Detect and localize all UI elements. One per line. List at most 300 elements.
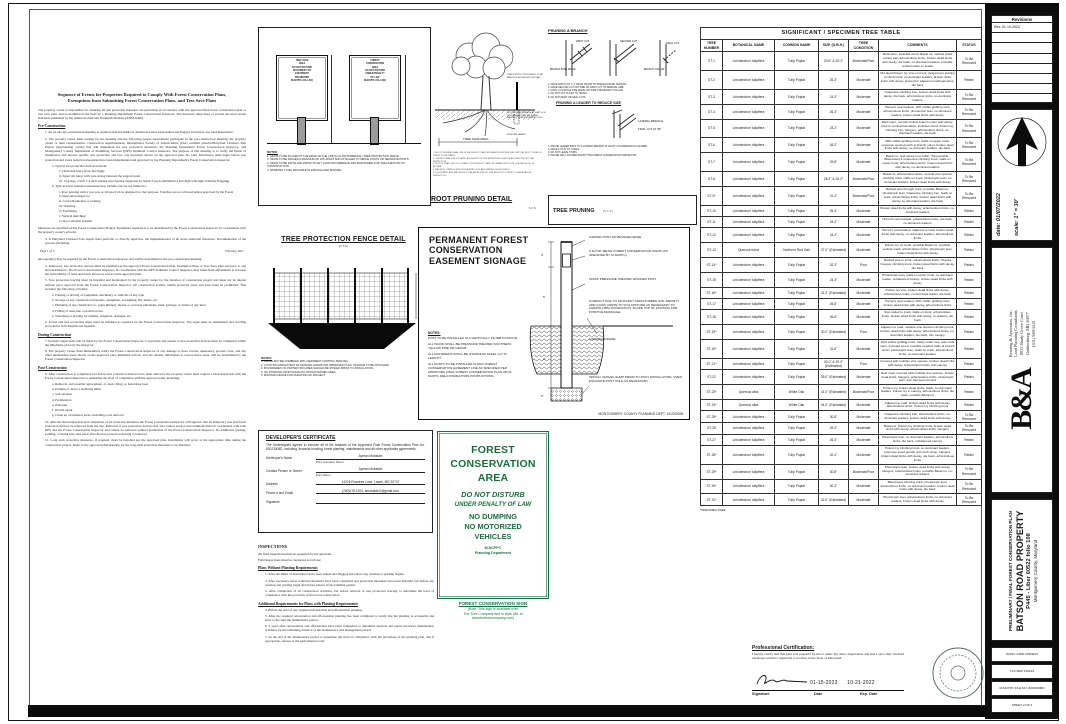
pruning-notes [548,83,689,99]
table-row [701,243,982,258]
table-row [701,479,982,494]
svg-text:5': 5' [543,295,546,299]
table-cell: Tulip Poplar [775,273,819,288]
text-block: iii. 14 gauge, 2 inch x 4 inch welded wire fencing supported by metal T posts (minimum 4 feet high with high visibility flagging) [59,179,230,184]
list-item: (301) 948-5241 [1030,320,1036,348]
firm-logo: B&A [1005,369,1038,430]
table-cell: Retain [957,258,982,273]
table-cell: 32.3" [819,258,849,273]
table-cell: Liriodendron tulipifera [723,273,775,288]
table-cell: Moderate [849,138,879,153]
table-cell: 26.3" [819,434,849,445]
table-cell: Liriodendron tulipifera [723,464,775,479]
table-cell: Liriodendron tulipifera [723,205,775,216]
table-cell: Liriodendron tulipifera [723,89,775,104]
column-header: SIZE (D.B.H.) [819,39,849,51]
table-cell: Phototropic lean, Galls on upper trunk, co-dominant leader, unbalanced canopy, broken dead limbs with decay [879,273,957,288]
text-block: d. Fertilization [52,397,72,402]
table-cell: Moderate [849,423,879,435]
fence-drawing-icon [264,251,424,353]
table-cell: 26.0" (Estimated) [819,370,849,385]
column-header: COMMON NAME [775,39,819,51]
list-item: FOREST [370,60,380,62]
table-row [701,138,982,153]
firm-address [1008,310,1037,357]
table-row [701,325,982,340]
leader-pruning-drawing-icon [548,106,689,140]
certificate-field-row: Phone # and Email (240)278-1924, amobaidin1@gmail.com [266,489,425,495]
tree-table [700,27,982,506]
table-cell: To Be Removed [957,187,982,206]
table-cell: ST-31* [701,494,723,506]
sign-text-line: Planning Department [474,550,512,555]
table-row [701,423,982,435]
table-cell: To Be Removed [957,153,982,172]
table-row [701,299,982,310]
table-cell: Liriodendron tulipifera [723,153,775,172]
table-cell: Poor [849,258,879,273]
table-cell: Sign nailed to trunk, Galls on trunk, arboricollous limbs, broken dead limbs with decay, co-leaders, die back [879,310,957,325]
table-cell: Northern Red Oak [775,243,819,258]
text-block: iv. Fertilizing [59,208,77,213]
sign-text-line: UNDER PENALTY OF LAW [454,500,532,508]
table-cell: Retain [957,340,982,359]
list-item: M-NCPPC 22A-12(C) [290,79,314,82]
table-cell: Liriodendron tulipifera [723,187,775,206]
table-cell: Tulip Poplar [775,479,819,494]
list-item: 3. ROOTS SHALL BE CUT CLEANLY WITH A ROOT SAW OR VIBRATORY PLOW TO A DEPTH OF 18 INCHES. [433,163,535,169]
table-cell: 27.0" (Estimated) [819,243,849,258]
text-block: Field inspections must be conducted as follows: [258,558,322,563]
cert-date: 01-15-2023 [810,680,838,686]
table-cell: ST-14* [701,258,723,273]
detail-scale: (N.T.S.) [338,243,349,248]
text-block: 10. After the final inspection and completion of all corrective measures the Forest Conservation Inspector will approve that all temporary tree and forest protection devices be removed from the site. Removal of tree protection devices that also control erosion and sediment must be coordinated with both DPS and the Forest Conservation Inspector and cannot be removed without permission of the Forest Conservation Inspector. No additional grading, sodding, or burial may take place after the tree protection fencing is removed. [45,419,246,437]
table-cell: Tulip Poplar [775,258,819,273]
callout-text: 5 1/2"X8" METAL FOREST CONSERVATION SIGNS (AS SPECIFIED BY M-NCPPC). [589,249,668,257]
table-cell: Liriodendron tulipifera [723,494,775,506]
caption-title: FOREST CONSERVATION SIGN [458,601,528,606]
table-cell: ST-21* [701,358,723,370]
table-cell: 24.2" [819,217,849,228]
text-block: i. Root pruning with a root saw or vibratory plow designed for that purpose. Trenches are not allowed unless approved by the Forest Conservation Inspector [59,189,234,198]
text-block: During Construction [38,332,71,337]
table-cell: To Be Removed [957,423,982,435]
list-item: EQUIPMENT [295,73,309,76]
table-cell: ST-2 [701,70,723,89]
table-row [701,89,982,104]
text-block: INSPECTIONS [258,544,288,549]
callout-text: EXISTING GRADE [507,134,526,136]
table-row [701,400,982,411]
table-row [701,273,982,288]
table-cell: Poison Ivy climbing trunk, co-dominant leaders, response wood growth at branch union, hangers, broken dead limbs with decay, die back, arboricollous limbs [879,445,957,464]
callout-text: 6X6X8' PRESSURE TREATED WOODEN POST [589,277,657,281]
certification-labels: Signature Date Exp. Date [752,692,878,696]
revision-row: Rev. 01-10-2023 [992,22,1052,32]
forest-conservation-sign-drawing [349,55,401,121]
table-cell: 30.6" & 29.1" [819,52,849,71]
text-block: 5. Tree protection fencing must be installed and maintained by the property owner for the duration of construction project and must not be altered without prior approval from the Forest Conservation Inspector. All construction activity within protected areas and trees must be prohibited. This includes the following activities: [45,278,246,291]
column-header: STATUS [957,39,982,51]
table-cell: Tulip Poplar [775,411,819,423]
sign-text-line: NO DUMPING [468,511,518,521]
callout-text: CAPPED POST OR BEVELED EDGE. [589,235,643,239]
table-cell: Moderate [849,287,879,298]
svg-text:6": 6" [541,394,544,398]
text-block: Sequence of Events for Properties Required to Comply With Forest Conservation Plans, Exemptions from Submitting Forest Conservation Plans, and Tree Save Plans [57,92,227,103]
table-cell: Retain [957,205,982,216]
list-item: DO NOT DISTURB [292,66,312,69]
sheet-number-cell: SHEET 2 OF 2 [991,698,1053,713]
callout-text: FINISHED GRADE [589,337,616,341]
table-cell: Poor [849,358,879,370]
developers-certificate [258,430,433,533]
text-block: Page 1 of 3 February 2017 [40,248,244,253]
table-row [701,119,982,138]
north-arrow-icon [995,114,1049,174]
table-cell: 24.3" [819,273,849,288]
table-cell: Tulip Poplar [775,89,819,104]
list-item: DO NOT DISTURB [365,69,385,72]
table-cell: Hornet's nest located, arboricollous limbs, die back, co-dominant leaders [879,217,957,228]
text-block: a. Removal, and possible replacement, of dead, dying, or hazardous trees [52,382,149,387]
table-cell: Moderate [849,70,879,89]
svg-text:FINAL CUT: FINAL CUT [666,42,680,45]
table-cell: Liriodendron tulipifera [723,138,775,153]
table-cell: Retain [957,70,982,89]
table-cell: ST-25* [701,411,723,423]
svg-text:FIRST CUT: FIRST CUT [576,40,590,43]
tree-protection-signage-detail [258,27,431,206]
sign-text-line: VEHICLES [474,532,512,542]
table-row [701,52,982,71]
table-cell: Tulip Poplar [775,464,819,479]
table-cell: Retain [957,358,982,370]
certificate-field-row: Signature [266,498,425,504]
text-block: photography) may be required by the Forest Conservation Inspector, and will be determined at the pre-construction meeting. [38,256,203,261]
text-block: Additional Requirements for Plans with Planting Requirements [258,601,358,606]
table-cell: Liriodendron tulipifera [723,104,775,119]
table-row [701,445,982,464]
text-block: 5. After the required reforestation and afforestation planting has been completed to verify that the planting is acceptable and prior to the start the maintenance period. [265,613,434,622]
table-cell: Moderate [849,494,879,506]
table-cell: Retain [957,273,982,288]
text-block: i. Chain link fence (four feet high) [59,169,105,174]
list-item: 1. PRUNE LEADER BACK TO A LATERAL BRANCH AT LEAST 1/3 DIAMETER OF LEADER. [548,144,648,148]
list-item: 2. MAKE CUT AT 45° ANGLE. [548,147,580,151]
table-cell: Tulip Poplar [775,217,819,228]
certificate-title: DEVELOPER'S CERTIFICATE [266,435,336,441]
list-item: ALL FASTENERS SHALL BE STAINLESS STEEL 1-2" IN LENGTH. [428,351,507,360]
certificate-body: The Undersigned agrees to execute all of the features of the Approved Final Forest Conservation Plan No. 82023008D, including, financial bonding, forest planting, maintenance and all other applicable agreements. [266,443,425,452]
list-item: TREE SAVE [295,60,309,62]
table-cell: ST-4 [701,104,723,119]
ground-line [267,143,421,144]
callout-text: COMPACT SOIL TO ADJACENT UNDISTURBED SOIL DENSITY. ADD QUICK CRETE TO SOIL MIXTURE AS NECESSARY TO CREATE FIRM FOUNDATION. SLOPE TOP OF FOOTING FOR POSITIVE DRAINAGE. [589,299,680,315]
table-cell: 29.8" [819,153,849,172]
table-cell: ST-3 [701,89,723,104]
table-cell: Moderate [849,153,879,172]
table-cell: To Be Removed [957,411,982,423]
table-cell: Tulip Poplar [775,104,819,119]
text-block: 2. The property owner must arrange for the meeting and the following people should/must participate in the pre-construction meeting: the property owner or their representative, construction superintendent, International Society of Arboriculture (ISA) certified arborist/Maryland Licensed Tree Expert (representing owner) that will implement the tree protection measures, the Planning Department Forest Conservation Inspector, and Montgomery County Department of Permitting Services (DPS) Sediment Control Inspector. The purpose of this meeting is to verify the limits of disturbance and discuss specific tree protection and tree care measures shown on the approved plan. No land disturbance shall begin before tree protection and stress reduction measures have been implemented and approved by the Planning Department's Forest Conservation Inspector. [45,136,246,162]
table-row [701,187,982,206]
table-cell: Liriodendron tulipifera [723,434,775,445]
scale-label: scale: 1" = 30' [1014,198,1020,236]
specimen-tree-table [700,27,981,512]
table-cell: Retain [957,445,982,464]
svg-text:LATERAL BRANCH: LATERAL BRANCH [638,118,663,123]
detail-title: TREE PRUNING [553,208,595,214]
table-cell: 31.3" (Estimated) [819,287,849,298]
table-cell: Moderate [849,273,879,288]
detail-title: PERMANENT FOREST CONSERVATION EASEMENT SIGNAGE [429,235,529,266]
list-item: 4. NO STORAGE OR STOCKPILING WITHIN FENCED AREA. [261,370,337,374]
table-cell: ST-12 [701,228,723,243]
table-cell: To Be Removed [957,494,982,506]
table-row [701,385,982,400]
table-cell: ST-10 [701,205,723,216]
table-cell: Tulip Poplar [775,325,819,340]
list-item: 4. BACKFILL TRENCH WITH EXCAVATED SOIL AND WATER THOROUGHLY. [433,169,510,172]
table-cell: Poison Ivy on trunk, possible Basal rot, possible vertical crack, arboricollous limbs, phototropic lean, broken dead limbs with decay [879,243,957,258]
callout-text: TREE PROTECTION FENCE TO BE ERECTED AS SHOWN ON PLAN [507,74,543,79]
date-label: date: 01/07/2022 [996,193,1002,236]
table-cell: ST-11 [701,217,723,228]
table-cell: Moderate [849,411,879,423]
table-cell: Retain [957,434,982,445]
table-cell: 26.8" [819,310,849,325]
table-cell: Liriodendron tulipifera [723,325,775,340]
table-cell: Multi-stem, included wood, Basal rot, vertical crack oozing sap, arboricollous limbs, broken dead limbs with decay, die back, co-dominant leaders, possible vertical crack on leader [879,52,957,71]
text-block: 9. After construction is completed, but before tree protection devices have been removed, the property owner must request a final inspection with the Forest Conservation Inspector to determine the level of compliance with the approved plan, including: [45,371,246,380]
table-cell: Adjacent to road, multiple vine species climbing trunk, broken dead limbs with decay, arboricollous limbs, co-dominant leaders, die back, thin canopy [879,325,957,340]
table-cell: 24.2" [819,119,849,138]
inspections-text [258,544,434,704]
table-cell: Tulip Poplar [775,494,819,506]
north-arrow-block [991,109,1053,241]
revision-row [992,73,1052,83]
table-cell: Retain [957,385,982,400]
table-cell: Moderate/Poor [849,464,879,479]
list-item: 5. EQUIPMENT AND METHODS TO BE APPROVED BY THE M-NCPPC FOREST CONSERVATION INSPECTOR. [433,172,532,177]
text-block: 7. At the end of the maintenance period to determine the level of compliance with the provisions of the planting plan, and if appropriate, release of the performance bond. [265,634,434,643]
table-cell: Moderate [849,228,879,243]
text-block: 1. An on-site pre-construction meeting is required after the limits of disturbance have been staked and flagged and before any land disturbance. [45,130,234,135]
list-item: 8933 Shady Grove Court [1019,312,1025,356]
table-cell: Retain [957,325,982,340]
table-row [701,172,982,187]
text-block: g. Clean up of nuisance areas, including tools removal [52,413,124,418]
text-block: 7. Periodic inspections will be made by the Forest Conservation Inspector. Corrections and repairs to tree protection devices must be completed within the timeframe given by the Inspector. [45,338,246,347]
table-cell: Quercus alba [723,400,775,411]
table-cell: Retain [957,400,982,411]
table-cell: 25.3" [819,205,849,216]
table-row [701,258,982,273]
professional-certification [752,645,984,705]
sequence-of-events-text [38,92,246,703]
tree-save-sign-drawing [276,55,328,121]
sheet-bottom-bar [28,705,985,717]
text-block: iii. Watering [59,203,76,208]
table-cell: Basal rot, Poison Ivy climbing trunk, broken dead limbs with decay, arboricollous limbs, hangers [879,423,957,435]
list-item: (Note: This sign is available from [467,607,519,611]
county-label: Montgomery County, Maryland [1032,539,1038,603]
sheet-info-block [991,647,1053,713]
text-block: All field inspections must be requested by the applicant. [258,551,333,556]
table-cell: Retain [957,310,982,325]
text-block: 2. After necessary stress reduction measures have been completed and protection measures have been installed, but before any clearing and grading begin and before release of the building permit. [265,578,434,587]
table-cell: Moderate [849,104,879,119]
certificate-field-row: Contact Person or Owner Ayman Mobaidin Print Name [266,467,425,477]
list-item: MACHINERY OR [293,69,311,72]
text-block: a. Parking or driving of equipment, machinery or vehicles of any type [52,292,145,297]
table-cell: Moderate [849,310,879,325]
table-cell: Tulip Poplar [775,52,819,71]
svg-text:3': 3' [543,357,546,361]
table-cell: Tulip Poplar [775,358,819,370]
table-cell: Moderate/Poor [849,187,879,206]
dimension-line [405,55,406,143]
table-cell: Adjacent to road, broken dead limbs with decay, arboricollous limbs, Poison Ivy climbing trunk [879,400,957,411]
text-block: The property owner is responsible for ensuring all tree protection measures are performed in accordance with the approved final forest conservation plan or tree save plan, and as modified in the field by a Planning Department Forest Conservation Inspector. The measures must meet or exceed the most recent standards published by the American National Standards Institute (ANSI A300). [38,107,246,121]
table-cell: Liriodendron tulipifera [723,340,775,359]
table-cell: White Oak [775,385,819,400]
plan-type: PRELIMINARY / FINAL FOREST CONSERVATION PLAN [1008,511,1014,631]
text-block: 11. Long term protective measures, if required, must be installed per the approved plan. Installation will occur at the appropriate time during the construction project. Refer to the approved plan/drawing for the long-term protection measures to be installed. [45,438,246,447]
table-cell: 26.2" [819,138,849,153]
sign-text-line: NO MOTORIZED [464,521,522,531]
text-block: 6. Forest and tree protection signs must be installed as required by the Forest Conservation Inspector. The signs must be maintained and wording provided in both English and Spanish. [45,320,246,329]
text-block: v. Vertical mulching [59,213,86,218]
table-cell: Moderate/Poor [849,385,879,400]
list-item: OF LAW [370,76,380,79]
table-cell: Liriodendron tulipifera [723,299,775,310]
signature-icon [754,669,810,689]
table-cell: Retain [957,217,982,228]
forest-sign-caption [430,601,556,621]
list-item: 2. LOCATION AND EXTENT OF FENCING SHOWN ON APPROVED PLAN. SIGNAGE TO BE ATTACHED. [261,363,390,367]
text-block: c. Soil aeration [52,392,72,397]
dimension-line [331,55,332,143]
table-cell: Covered with multiple vine species, broken dead limbs with decay, arboricollous limbs, thin canopy [879,358,957,370]
text-block: d. Felling of trees into a protected area [52,308,103,313]
table-cell: 26.2" & 26.2" [819,172,849,187]
table-title: SIGNIFICANT / SPECIMEN TREE TABLE [701,28,982,40]
table-cell: Phototropic lean, arboricollous limbs, co-dominant leaders, broken dead limbs with decay [879,494,957,506]
svg-text:TREE SAVE AREA: TREE SAVE AREA [463,137,489,141]
table-cell: 30.8" [819,411,849,423]
list-item: 5. MAINTAIN FENCE FOR DURATION OF PROJECT. [261,374,326,377]
list-item: 5. DO NOT PAINT OR SEAL CUTS. [548,95,587,99]
table-row [701,217,982,228]
notes-label: NOTES: [428,331,441,335]
table-cell: Liriodendron tulipifera [723,119,775,138]
table-cell: Liriodendron tulipifera [723,445,775,464]
list-item: PROHIBITED [294,76,310,79]
table-cell: White Oak [775,400,819,411]
certificate-fields [266,454,425,504]
revisions-label: Revisions [1011,17,1033,22]
column-header: TREE NUMBER [701,39,723,51]
table-cell: 25.3" [819,70,849,89]
notes-label: NOTES: [261,355,272,360]
list-item: AREA [298,63,306,66]
table-cell: 32.4" [819,445,849,464]
table-cell: 26.3" [819,104,849,119]
table-cell: 31.8" [819,340,849,359]
table-cell: ST-23* [701,385,723,400]
table-cell: Moderate [849,340,879,359]
list-item: 1. FENCE MAY BE COMBINED WITH SEDIMENT CONTROL FENCING. [261,360,349,363]
notes-label: NOTES: [267,150,278,154]
table-cell: Liriodendron tulipifera [723,370,775,385]
table-cell: To Be Removed [957,464,982,479]
table-cell: ST-13 [701,243,723,258]
table-cell: ST-15 [701,273,723,288]
table-cell: Multi stem, necrotic hollow branch union with decay, tried to compartmentalize, included wood, Poison Ivy climbing tree, hangers, arboricollous limbs, co-dominant leaders, die back [879,119,957,138]
table-cell: Moderate [849,205,879,216]
table-cell: 20% visible girdling roots, cavity under tree, was multi stem, included wood, possible needed cable at branch union, phototropic lean, Galls on trunk, arboricollous limbs, co-dominant leaders [879,340,957,359]
table-cell: Tulip Poplar [775,205,819,216]
text-block: 3. A Maryland Licensed Tree expert must perform, or directly supervise, the implementation of all stress reduction measures. Documentation of the process (including [45,236,246,245]
list-item: 3. FINAL CUT SHOULD BE MADE OUTSIDE THE BRANCH COLLAR. [548,89,624,93]
table-row [701,494,982,506]
table-cell: To Be Removed [957,119,982,138]
text-block: 1. After the limits of disturbance have been staked and flagged, but before any clearing or grading begins. [265,572,405,577]
tree-protection-fence-detail [256,236,431,428]
revision-row [992,42,1052,52]
list-item: 3. DO NOT LEAVE STUBS. [548,150,578,154]
table-cell: ST-22 [701,370,723,385]
table-cell: Phototropic lean, co-dominant leaders, arboricollous limbs, die back, unbalanced canopy [879,434,957,445]
fence-notes [256,356,431,378]
table-cell: Liriodendron tulipifera [723,228,775,243]
column-header: BOTANICAL NAME [723,39,775,51]
text-block: b. Pruning of dead or declining limbs [52,387,102,392]
table-footnote: *SPECIMEN TREE [700,507,726,512]
table-cell: Old dead Poison Ivy vine on trunk, Grapevines starting to climb trunk, co-dominant leaders, broken dead limbs with decay, pruned for adjacent overhead wires, die back [879,70,957,89]
table-cell: Hornet's nest located, 10% visible girdling roots, broken dead limbs with decay, arboricollous limbs [879,299,957,310]
text-block: Plans Without Planting Requirements [258,566,318,571]
title-block-strip [985,3,1059,719]
list-item: 4. DO NOT CUT FLUSH TO TRUNK. [548,92,588,96]
table-cell: Moderate [849,299,879,310]
list-item: Benning & Associates, Inc. [1007,310,1013,358]
sign-text-line: M-NCPPC [484,545,502,550]
sign-post [370,117,379,145]
list-item: M-NCPPC 22A-12(C) [363,79,387,82]
text-block: f. Wound repair [52,408,73,413]
text-block: 3. After completion of all construction activities, but before removal of tree protection fencing, to determine the level of compliance with the provision of the forest conservation. [265,589,434,598]
list-item: www.thetreecompany.com) [472,616,514,621]
text-block: ii. Super silt fence with wire strung between the support posts [59,174,141,179]
list-item: UNDER PENALTY [365,73,385,76]
root-pruning-detail [431,30,545,216]
text-block: e. Watering [52,402,68,407]
column-header: COMMENTS [879,39,957,51]
text-block: 8. The property owner must immediately notify the Forest Conservation Inspector of any damage to trees, forests, understory, ground cover, and any other undisturbed areas shown on the approved plan. Remedial actions, and the relative timeframes to restore these areas, will be determined by the Forest Conservation Inspector. [45,348,246,362]
table-cell: ST-26 [701,423,723,435]
project-name: BATSON ROAD PROPERTY [1014,510,1025,632]
detail-footer: MONTGOMERY COUNTY PLANNING DEPT. 12/23/2008 [598,412,683,416]
table-cell: Tulip Poplar [775,70,819,89]
table-cell: Grapevine climbing tree, arboricollous limbs, co-dominant leaders, broken dead limbs with decay [879,411,957,423]
table-cell: ST-7 [701,153,723,172]
table-cell: Broken dead limbs with decay, arboricollous limbs, co-dominant leaders [879,205,957,216]
table-cell: Moderate [849,243,879,258]
